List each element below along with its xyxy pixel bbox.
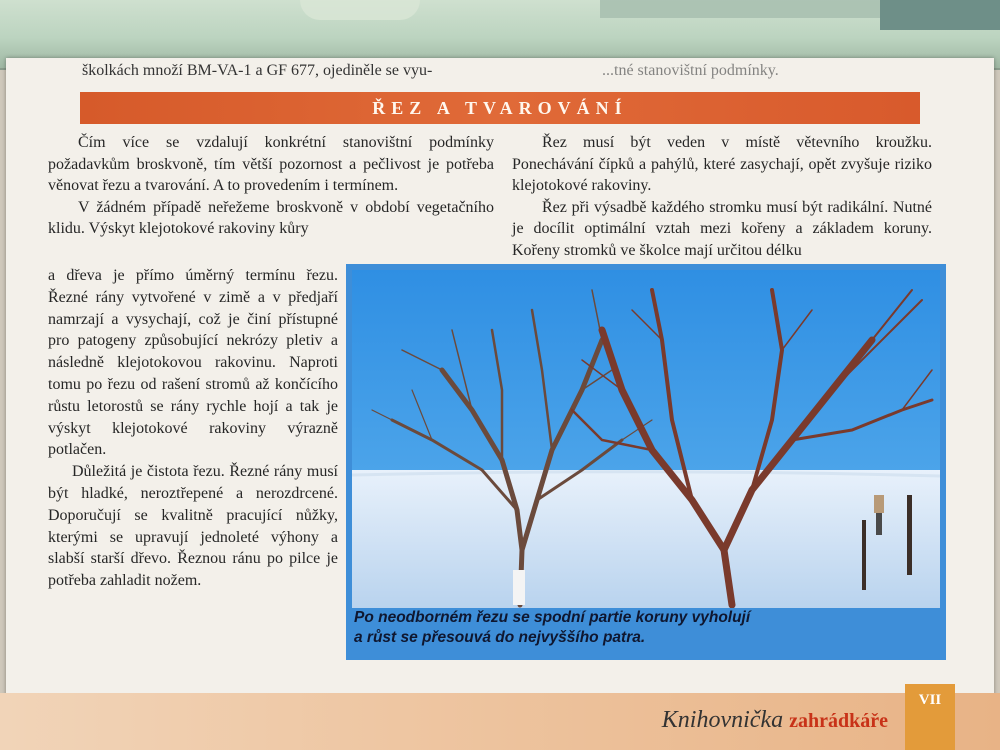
footer-title: Knihovnička zahrádkáře [661,707,888,733]
column-1-narrow [48,265,338,592]
section-title-banner [80,92,920,124]
photo-box [346,264,946,660]
column-1-top [48,132,494,240]
column-2 [512,132,932,261]
winter-orchard-image [352,270,940,608]
paragraph: a dřeva je přímo úměrný termínu řezu. Řezné rány vytvořené v zimě a v předjaří namrzají a vysychají, což je činí přístupné pro patogeny způsobující nekrózy pletiv a následně klejotokovou rakovinu. Naproti tomu po řezu od rašení stromů až končícího růstu letorostů se rány rychle hojí a tak je výskyt klejotokové rakoviny výrazně potlačen. [48,267,338,459]
paragraph: Čím více se vzdalují konkrétní stanovištní podmínky požadavkům broskvoně, tím větší pozornost a pečlivost je potřeba věnovat řezu a tvarování. A to provedením i termínem. [48,134,494,194]
previous-text-line: školkách množí BM-VA-1 a GF 677, ojediněle se vyu- ...tné stanovištní podmínky. [82,62,779,79]
paragraph: Řez musí být veden v místě větevního kroužku. Ponechávání čípků a pahýlů, které zasychají, opět zvyšuje riziko klejotokové rakoviny. [512,134,932,194]
page-footer [0,693,1000,750]
page-number: VII [905,684,955,750]
paragraph: Důležitá je čistota řezu. Řezné rány musí být hladké, neroztřepené a nerozdrcené. Doporučují se kvalitně pracující nůžky, kterými se upravují jednoleté výhony a slabší starší dřevo. Řeznou ránu po pilce je potřeba zahladit nožem. [48,463,338,590]
photo-caption: Po neodborném řezu se spodní partie koruny vyholují a růst se přesouvá do nejvyššího patra. [354,609,751,646]
tree-photo [352,270,940,608]
paragraph: Řez při výsadbě každého stromku musí být radikální. Nutné je docílit optimální vztah mezi kořeny a základem koruny. Kořeny stromků ve školce mají určitou délku [512,198,932,259]
paragraph: V žádném případě neřežeme broskvoně v období vegetačního klidu. Výskyt klejotokové rakoviny kůry [48,198,494,237]
section-title: ŘEZ A TVAROVÁNÍ [372,97,628,118]
